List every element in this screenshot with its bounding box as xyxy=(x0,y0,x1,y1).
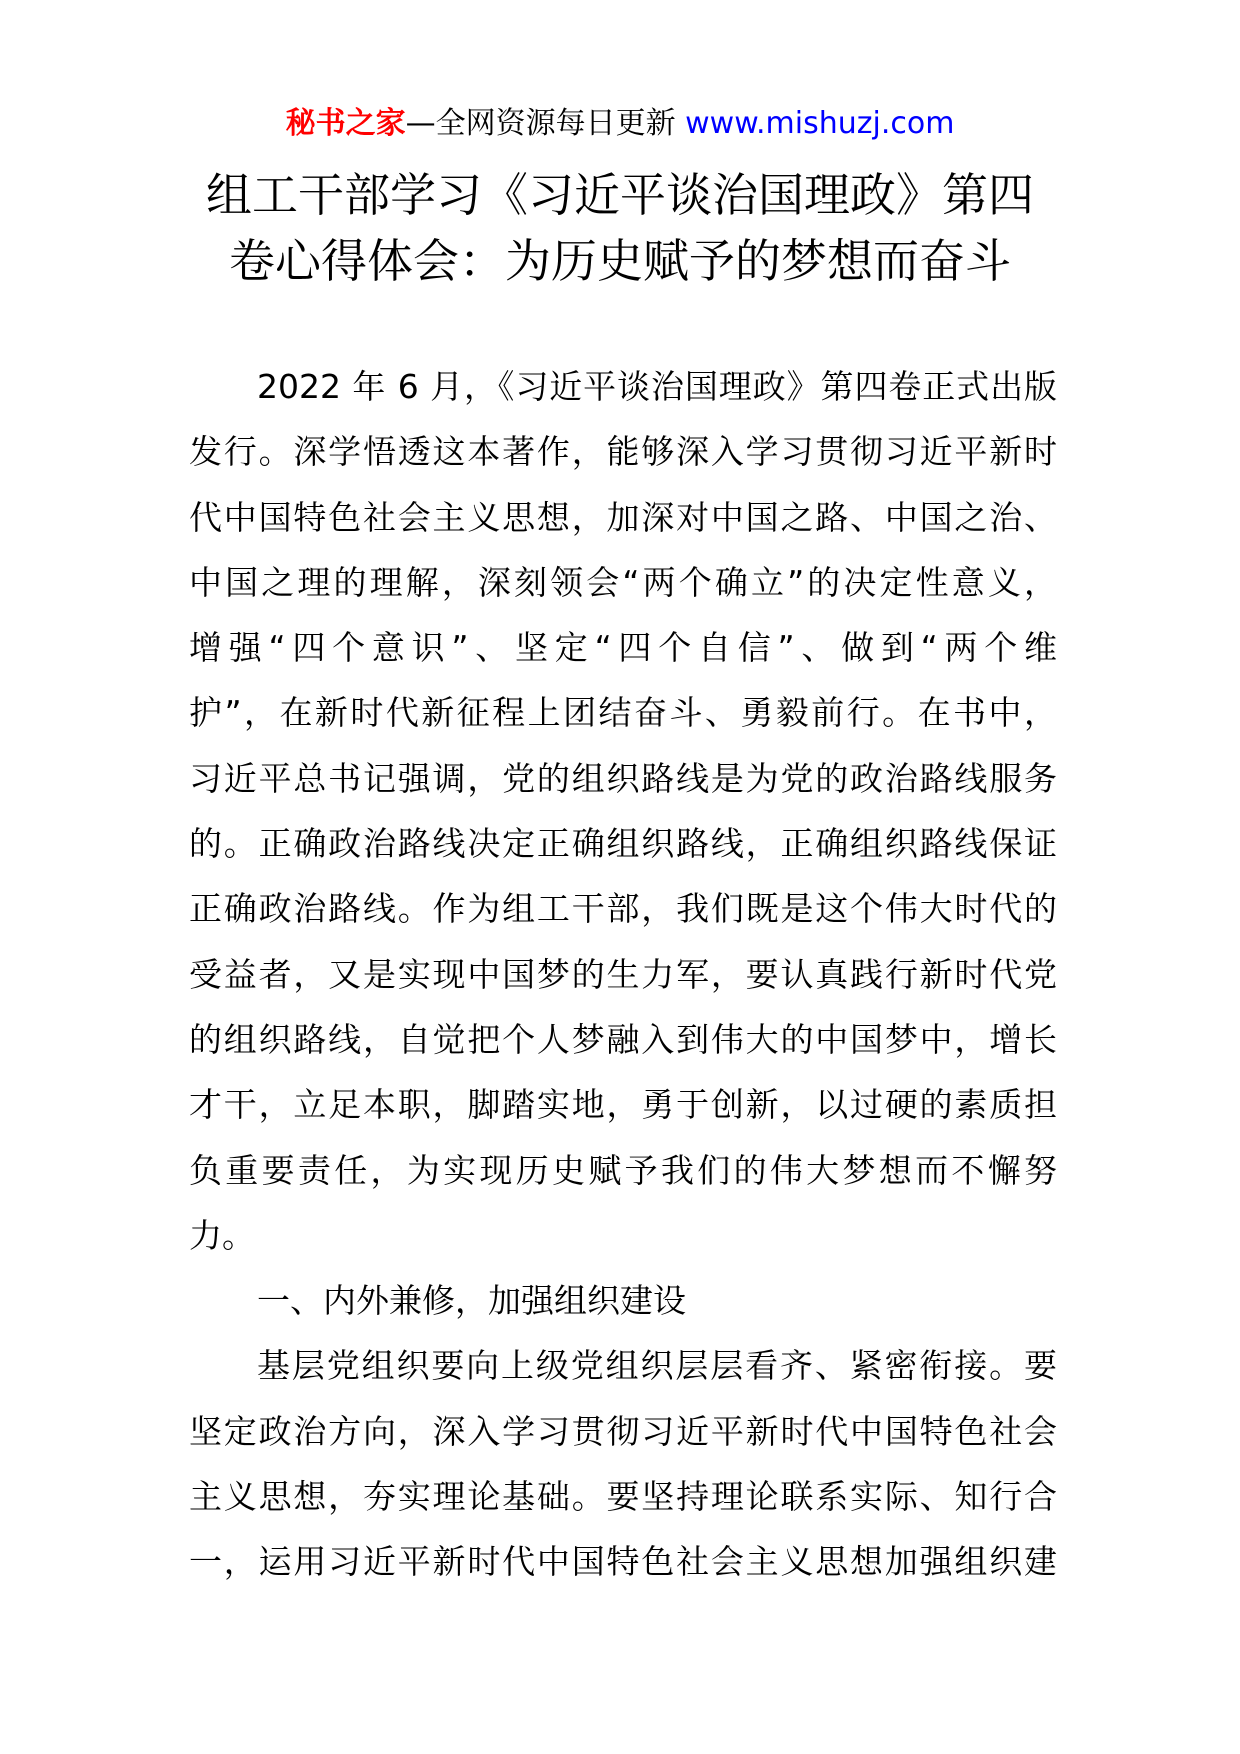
text-line: 力。 xyxy=(189,1215,255,1255)
title-line: 卷心得体会：为历史赋予的梦想而奋斗 xyxy=(229,234,1011,288)
document-body xyxy=(189,354,1057,1595)
text-line: 一、内外兼修，加强组织建设 xyxy=(257,1281,686,1321)
text-line: 主义思想，夯实理论基础。要坚持理论联系实际、知行合 xyxy=(189,1477,1057,1517)
section-heading xyxy=(189,1268,1057,1333)
text-line: 基层党组织要向上级党组织层层看齐、紧密衔接。要 xyxy=(257,1346,1057,1386)
text-line: 正确政治路线。作为组工干部，我们既是这个伟大时代的 xyxy=(189,889,1057,929)
text-line: 受益者，又是实现中国梦的生力军，要认真践行新时代党 xyxy=(189,954,1057,994)
site-url-link[interactable]: www.mishuzj.com xyxy=(685,106,955,141)
text-line: 发行。深学悟透这本著作，能够深入学习贯彻习近平新时 xyxy=(189,432,1057,472)
paragraph xyxy=(189,354,1057,1268)
text-line: 增强“四个意识”、坚定“四个自信”、做到“两个维 xyxy=(189,628,1057,668)
site-banner xyxy=(0,100,1240,148)
text-line: 的。正确政治路线决定正确组织路线，正确组织路线保证 xyxy=(189,824,1057,864)
site-brand: 秘书之家 xyxy=(285,106,406,141)
text-line: 才干，立足本职，脚踏实地，勇于创新，以过硬的素质担 xyxy=(189,1085,1057,1125)
text-line: 中国之理的理解，深刻领会“两个确立”的决定性意义， xyxy=(189,562,1057,602)
text-line: 坚定政治方向，深入学习贯彻习近平新时代中国特色社会 xyxy=(189,1411,1057,1451)
text-line: 代中国特色社会主义思想，加深对中国之路、中国之治、 xyxy=(189,497,1057,537)
document-title xyxy=(150,162,1090,294)
site-tagline: —全网资源每日更新 xyxy=(405,106,686,141)
text-line: 习近平总书记强调，党的组织路线是为党的政治路线服务 xyxy=(189,758,1057,798)
text-line: 2022 年 6 月，《习近平谈治国理政》第四卷正式出版 xyxy=(257,367,1057,406)
text-line: 的组织路线，自觉把个人梦融入到伟大的中国梦中，增长 xyxy=(189,1019,1057,1059)
text-line: 一，运用习近平新时代中国特色社会主义思想加强组织建 xyxy=(189,1542,1057,1582)
text-line: 负重要责任，为实现历史赋予我们的伟大梦想而不懈努 xyxy=(189,1150,1057,1190)
paragraph xyxy=(189,1333,1057,1594)
text-line: 护”，在新时代新征程上团结奋斗、勇毅前行。在书中， xyxy=(189,693,1057,733)
title-line: 组工干部学习《习近平谈治国理政》第四 xyxy=(206,168,1034,222)
